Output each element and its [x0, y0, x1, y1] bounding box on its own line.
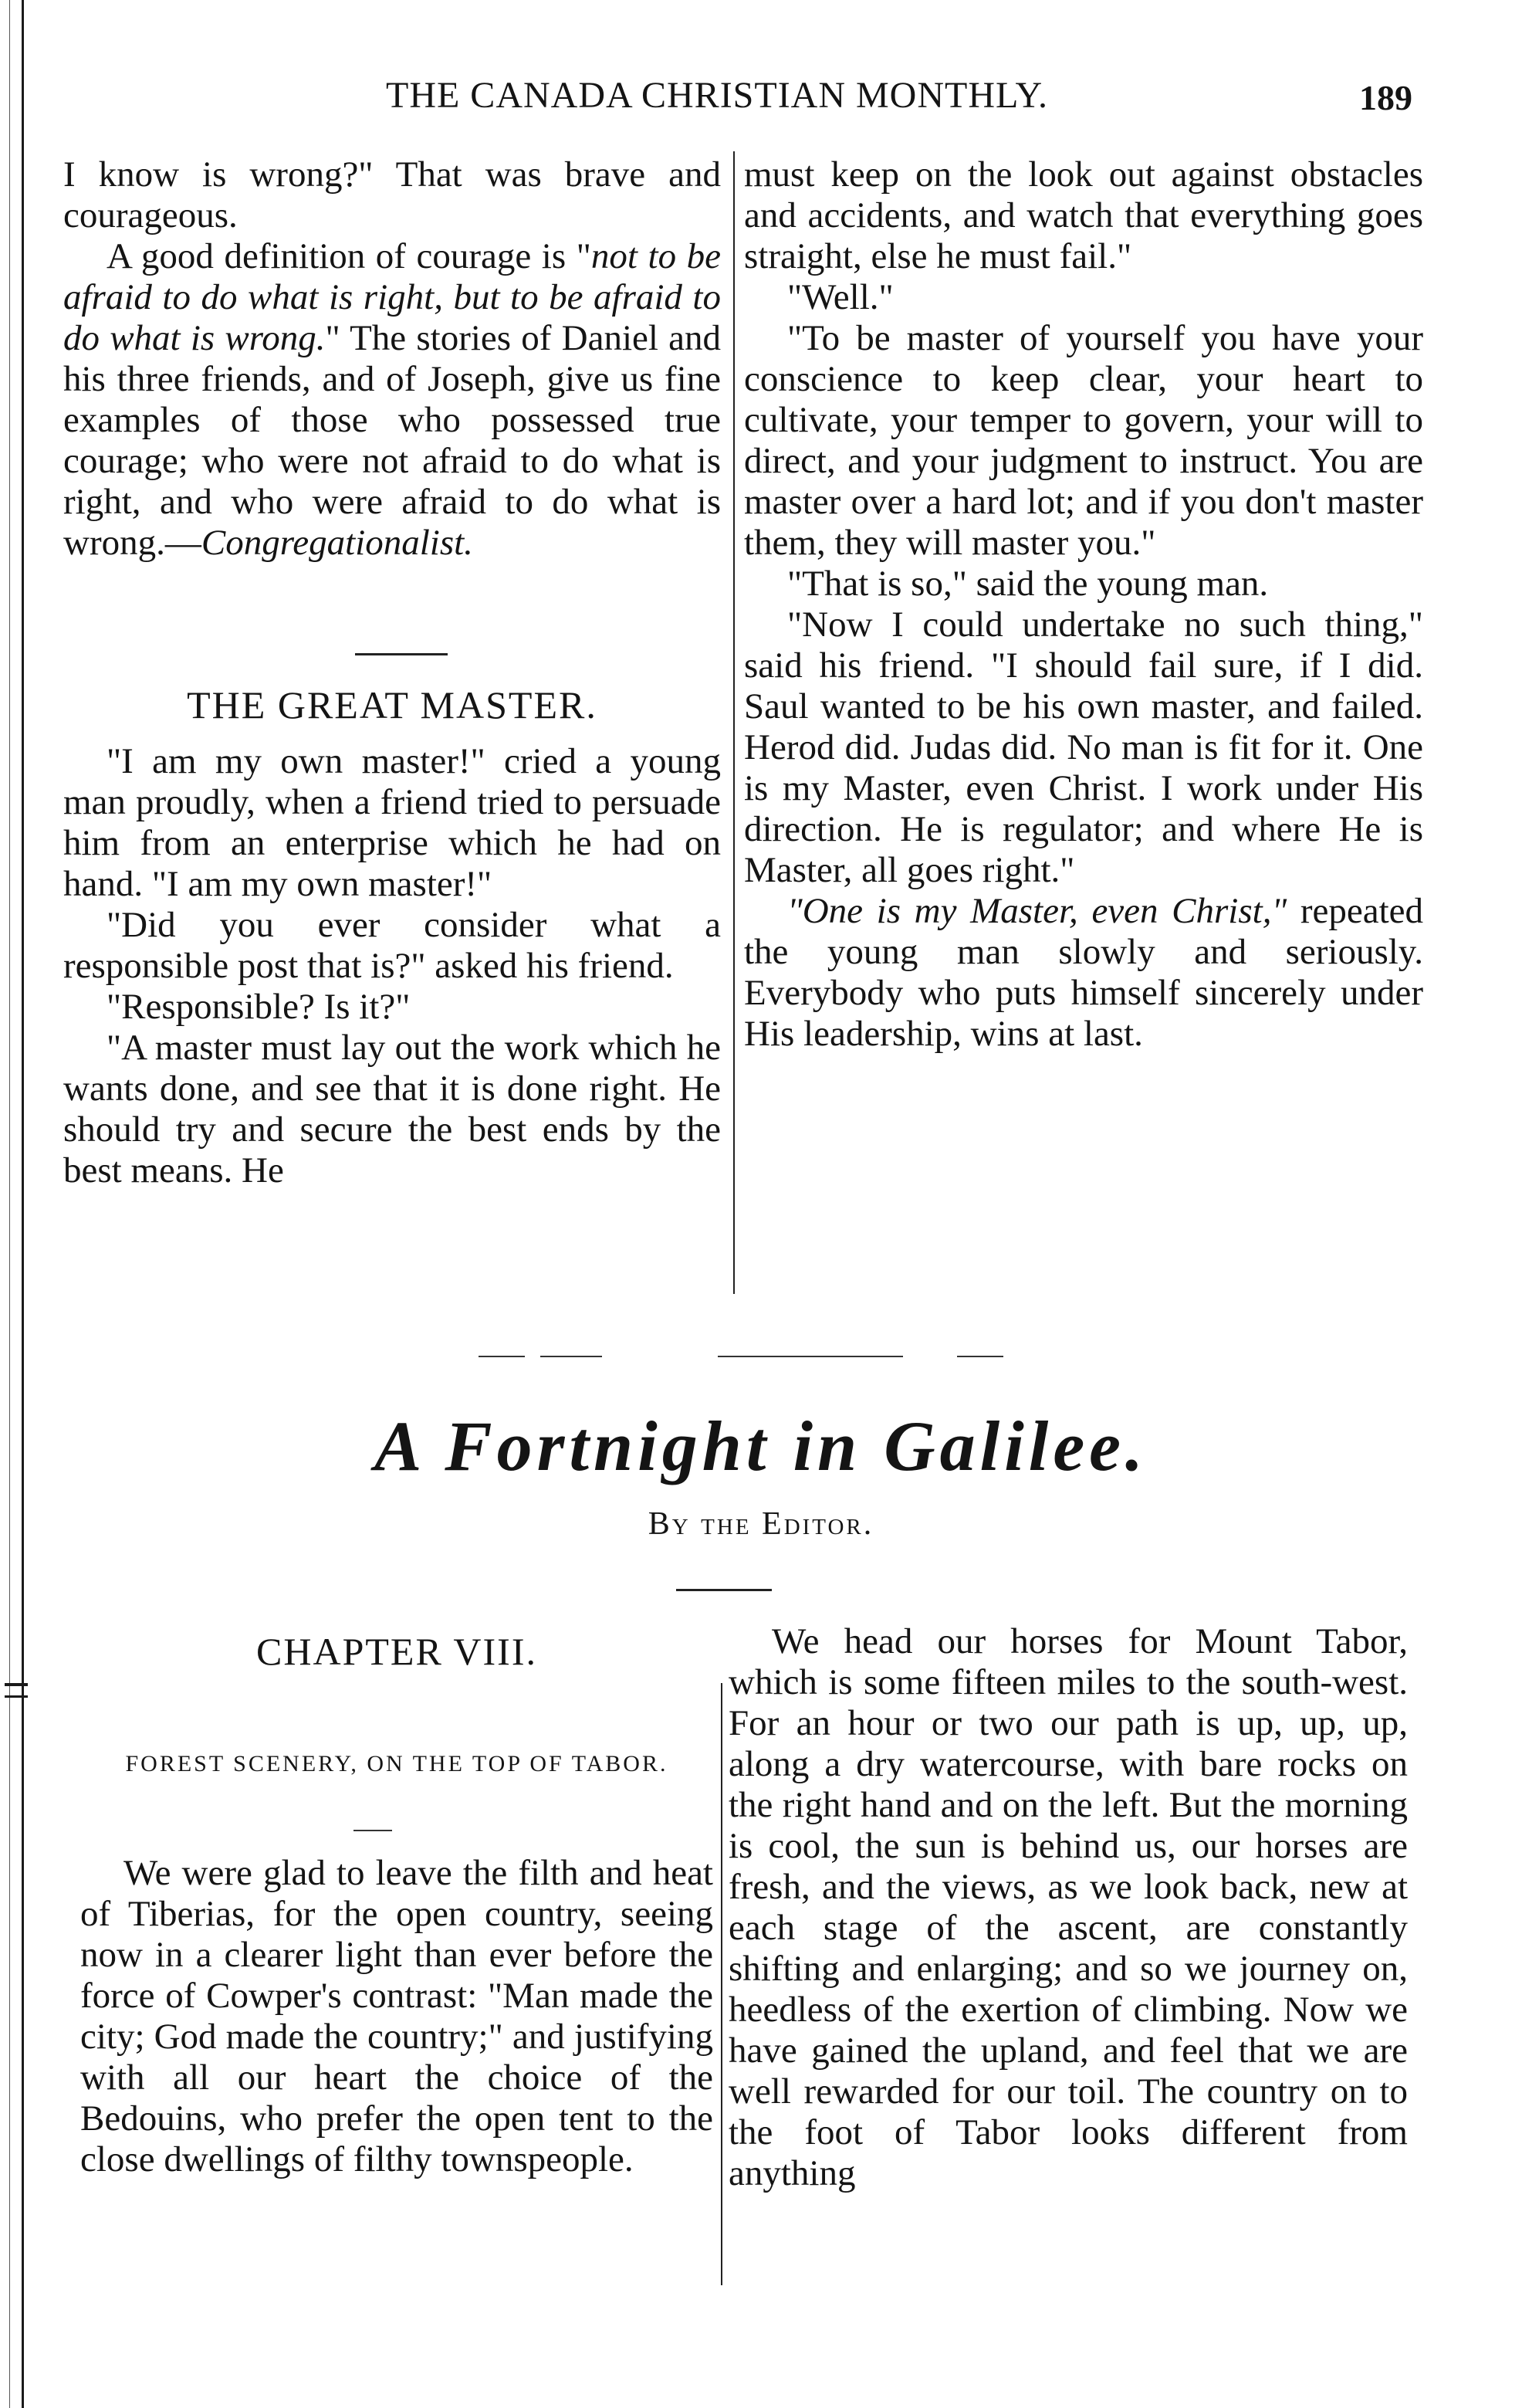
column-divider	[721, 1683, 722, 2285]
paragraph: "I am my own master!" cried a young man proudly, when a friend tried to persuade him from an enterprise which he had on hand. "I am my own master!"	[63, 741, 721, 904]
paragraph: I know is wrong?" That was brave and courageous.	[63, 154, 721, 235]
italic-quote: "One is my Master, even Christ,"	[787, 891, 1287, 931]
byline-rule	[676, 1589, 772, 1591]
margin-mark	[5, 1695, 28, 1698]
section-title: THE GREAT MASTER.	[187, 683, 597, 726]
article-title: A Fortnight in Galilee.	[374, 1407, 1148, 1485]
page-number: 189	[1359, 78, 1412, 117]
margin-binding-edge	[9, 0, 10, 2408]
section-break-dash	[718, 1356, 903, 1357]
paragraph: "A master must lay out the work which he wants done, and see that it is done right. He should try and secure the best ends by the best means. He	[63, 1028, 721, 1190]
subhead-dash	[353, 1830, 392, 1831]
margin-binding-rule	[22, 0, 24, 2408]
section-divider	[355, 653, 448, 655]
paragraph: "To be master of yourself you have your conscience to keep clear, your heart to cultivate, your temper to govern, your will to direct, and your judgment to instruct. You are master over a hard lot; and if you don't master them, they will master you."	[744, 318, 1423, 563]
column-divider	[733, 151, 735, 1294]
section-break-dash	[957, 1356, 1003, 1357]
paragraph: "Responsible? Is it?"	[107, 987, 411, 1027]
paragraph: "Now I could undertake no such thing," said his friend. "I should fail sure, if I did. Saul wanted to be his own master, and failed. Herod did. Judas did. No man is fit for it. One is my Master, even Christ. I work under His direction. He is regulator; and where He is Master, all goes right."	[744, 605, 1423, 890]
paragraph: We head our horses for Mount Tabor, which is some fifteen miles to the south-west. For an hour or two our path is up, up, up, along a dry watercourse, with bare rocks on the right hand and on the left. But the morning is cool, the sun is behind us, our horses are fresh, and the views, as we look back, new at each stage of the ascent, are constantly shifting and enlarging; and so we journey on, heedless of the exertion of climbing. Now we have gained the upland, and feel that we are well rewarded for our toil. The country on to the foot of Tabor looks different from anything	[729, 1621, 1408, 2193]
chapter-left-column	[80, 1853, 713, 2180]
text-run: " The stories of Daniel and his three friends, and of Joseph, give us fine examples of those who possessed true courage; who were not afraid to do what is right, and who were afraid to do what is wrong.—	[63, 318, 721, 563]
chapter-subhead: FOREST SCENERY, ON THE TOP OF TABOR.	[125, 1751, 668, 1776]
chapter-heading: CHAPTER VIII.	[256, 1630, 537, 1673]
italic-quote: not to be afraid to do what is right, but to be afraid to do what is wrong.	[63, 236, 721, 358]
paragraph: "Well."	[787, 277, 894, 317]
source-credit: Congregationalist.	[201, 523, 473, 563]
paragraph	[744, 891, 1423, 1055]
section-break-dash	[479, 1356, 525, 1357]
chapter-right-column	[729, 1621, 1408, 2194]
paragraph	[63, 236, 721, 564]
text-run: A good definition of courage is "	[107, 236, 591, 276]
section-break-dash	[540, 1356, 602, 1357]
paragraph: We were glad to leave the filth and heat of Tiberias, for the open country, seeing now in a clearer light than ever before the force of Cowper's contrast: "Man made the city; God made the country;" and justifying with all our heart the choice of the Bedouins, who prefer the open tent to the close dwellings of filthy townspeople.	[80, 1853, 713, 2179]
top-right-column	[744, 154, 1423, 1055]
paragraph: "That is so," said the young man.	[787, 564, 1269, 604]
running-head: THE CANADA CHRISTIAN MONTHLY.	[386, 75, 1048, 116]
paragraph: "Did you ever consider what a responsible post that is?" asked his friend.	[63, 905, 721, 986]
great-master-left	[63, 741, 721, 1191]
byline: By the Editor.	[648, 1506, 874, 1542]
margin-mark	[5, 1683, 28, 1686]
text-run: repeated the young man slowly and seriously. Everybody who puts himself sincerely under His leadership, wins at last.	[744, 891, 1423, 1054]
page-header	[46, 74, 1412, 128]
top-left-column	[63, 154, 721, 564]
paragraph: must keep on the look out against obstacles and accidents, and watch that everything goes straight, else he must fail."	[744, 154, 1423, 276]
